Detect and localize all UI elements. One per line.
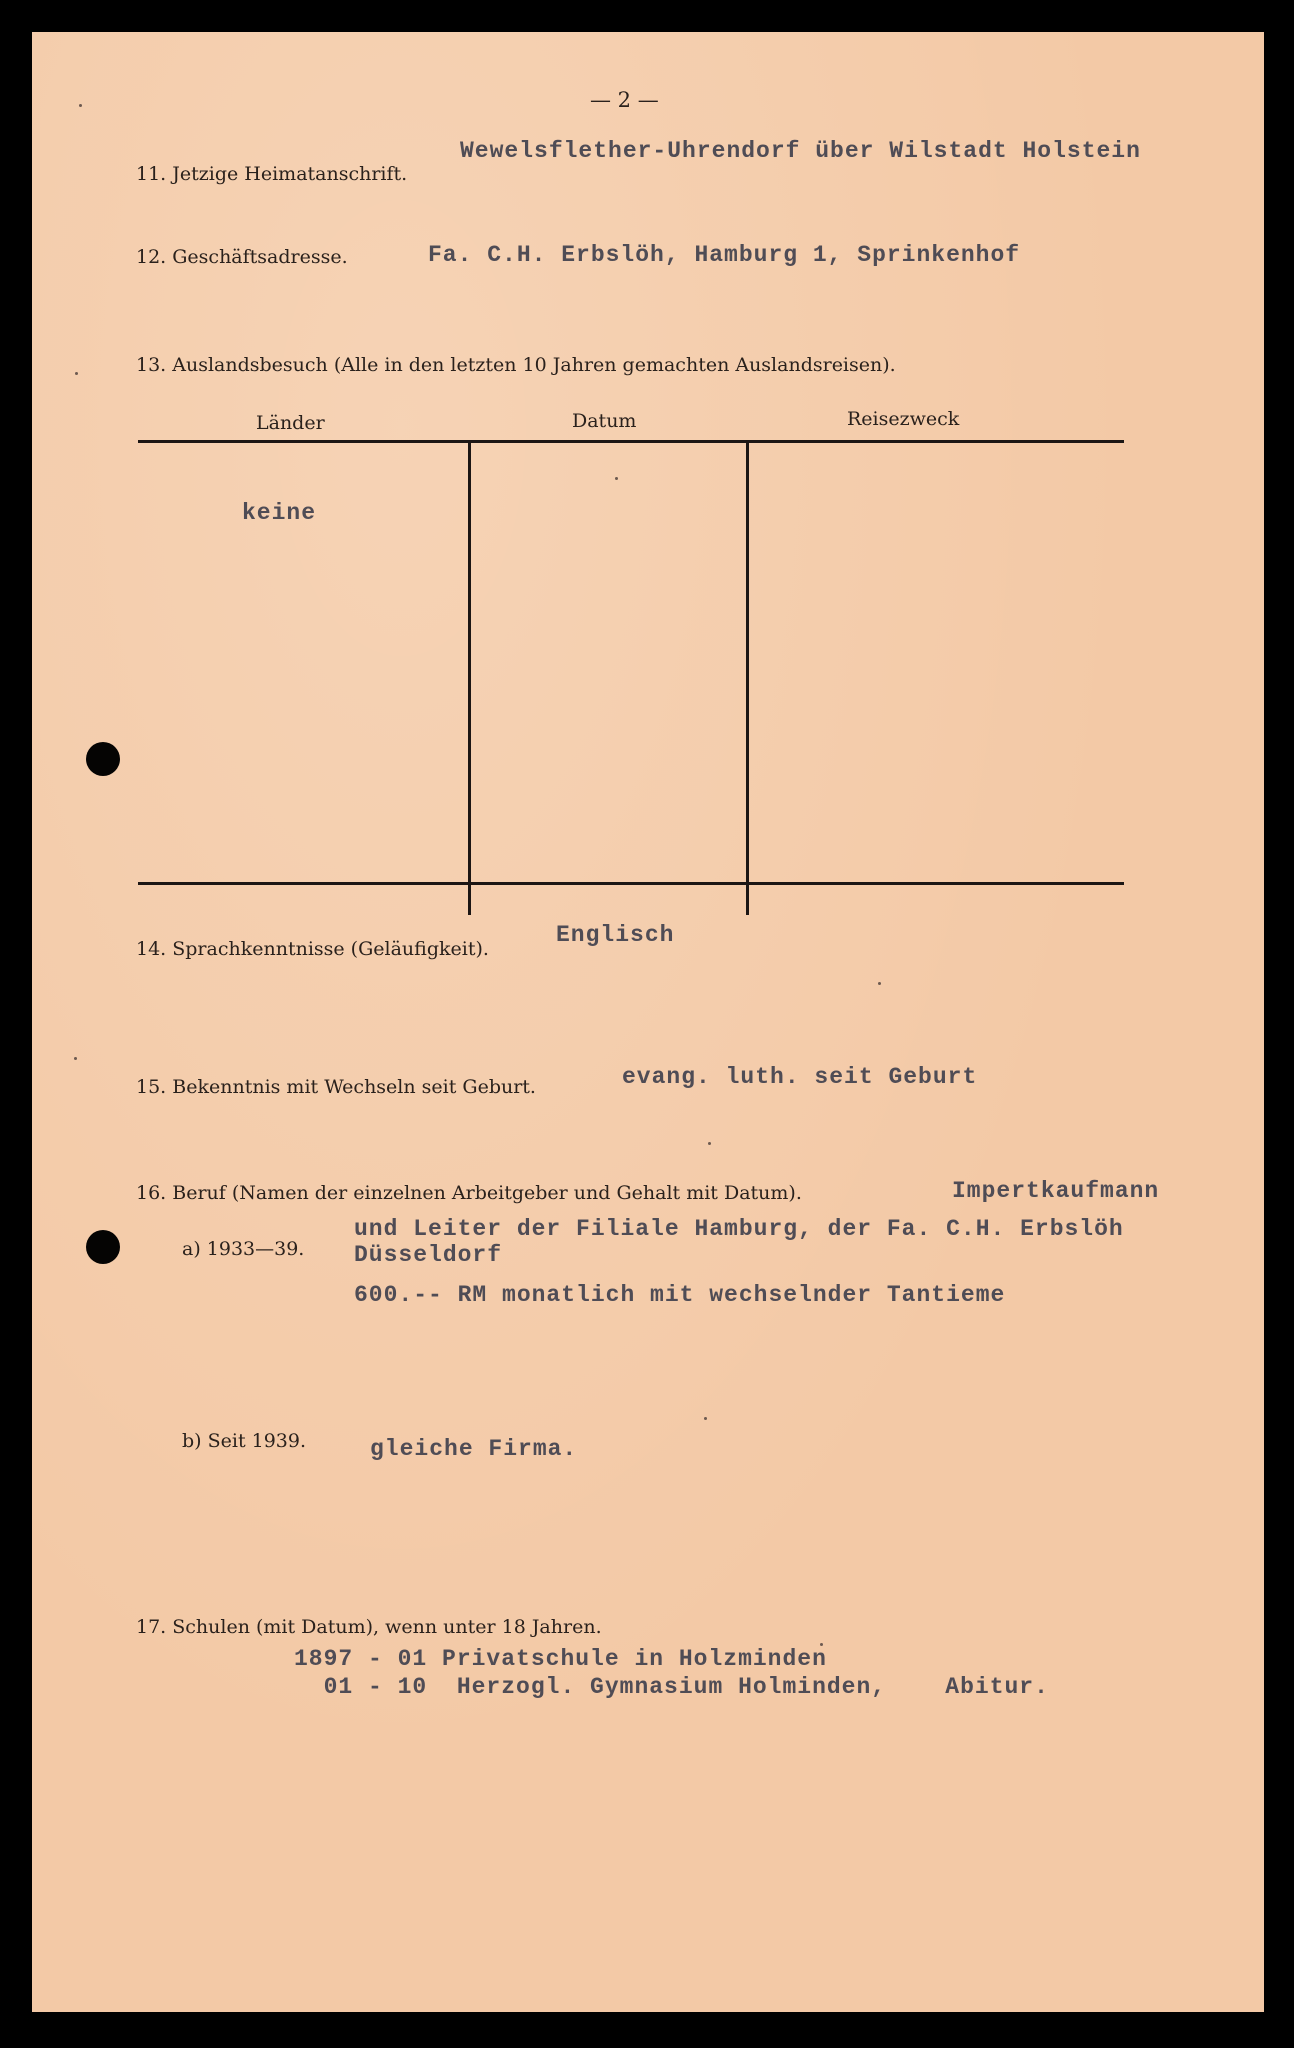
question-13-label: 13. Auslandsbesuch (Alle in den letzten 10 Jahren gemachten Auslandsreisen). <box>136 354 896 376</box>
question-12-label: 12. Geschäftsadresse. <box>136 246 348 268</box>
punch-hole-upper <box>86 742 120 776</box>
question-14-label: 14. Sprachkenntnisse (Geläufigkeit). <box>136 938 489 960</box>
paper-speck <box>708 1142 711 1145</box>
page-number: — 2 — <box>590 88 659 112</box>
question-16a-label: a) 1933—39. <box>182 1238 305 1260</box>
question-16b-label: b) Seit 1939. <box>182 1430 307 1452</box>
question-17-line-1: 1897 - 01 Privatschule in Holzminden <box>294 1646 827 1672</box>
table-header-datum: Datum <box>572 410 637 432</box>
paper-speck <box>615 477 618 480</box>
table-entry-laender: keine <box>242 500 317 526</box>
document-page <box>32 32 1264 2012</box>
paper-speck <box>820 1643 823 1646</box>
punch-hole-lower <box>86 1230 120 1264</box>
question-17-label: 17. Schulen (mit Datum), wenn unter 18 Jahren. <box>136 1616 602 1638</box>
question-12-answer: Fa. C.H. Erbslöh, Hamburg 1, Sprinkenhof <box>428 242 1021 268</box>
question-14-answer: Englisch <box>556 922 675 948</box>
table-header-laender: Länder <box>256 412 325 434</box>
question-11-label: 11. Jetzige Heimatanschrift. <box>136 163 408 185</box>
table-header-reisezweck: Reisezweck <box>847 408 960 430</box>
paper-speck <box>74 1057 77 1060</box>
question-16a-line-2: Düsseldorf <box>354 1242 503 1268</box>
question-16-answer: Impertkaufmann <box>952 1178 1160 1204</box>
paper-speck <box>79 104 82 107</box>
table-column-divider-1 <box>468 442 471 915</box>
question-16b-answer: gleiche Firma. <box>370 1436 578 1462</box>
table-top-rule <box>138 440 1124 443</box>
table-column-divider-2 <box>746 442 749 915</box>
question-15-answer: evang. luth. seit Geburt <box>622 1064 978 1090</box>
question-16a-line-3: 600.-- RM monatlich mit wechselnder Tantieme <box>354 1282 1006 1308</box>
question-16-label: 16. Beruf (Namen der einzelnen Arbeitgeber und Gehalt mit Datum). <box>136 1182 802 1204</box>
paper-speck <box>75 372 78 375</box>
question-15-label: 15. Bekenntnis mit Wechseln seit Geburt. <box>136 1076 536 1098</box>
question-16a-line-1: und Leiter der Filiale Hamburg, der Fa. C.H. Erbslöh <box>354 1216 1124 1242</box>
question-11-answer: Wewelsflether-Uhrendorf über Wilstadt Holstein <box>460 138 1141 164</box>
paper-speck <box>878 982 881 985</box>
table-bottom-rule <box>138 882 1124 885</box>
paper-speck <box>704 1417 707 1420</box>
question-17-line-2: 01 - 10 Herzogl. Gymnasium Holminden, Abitur. <box>294 1674 1049 1700</box>
